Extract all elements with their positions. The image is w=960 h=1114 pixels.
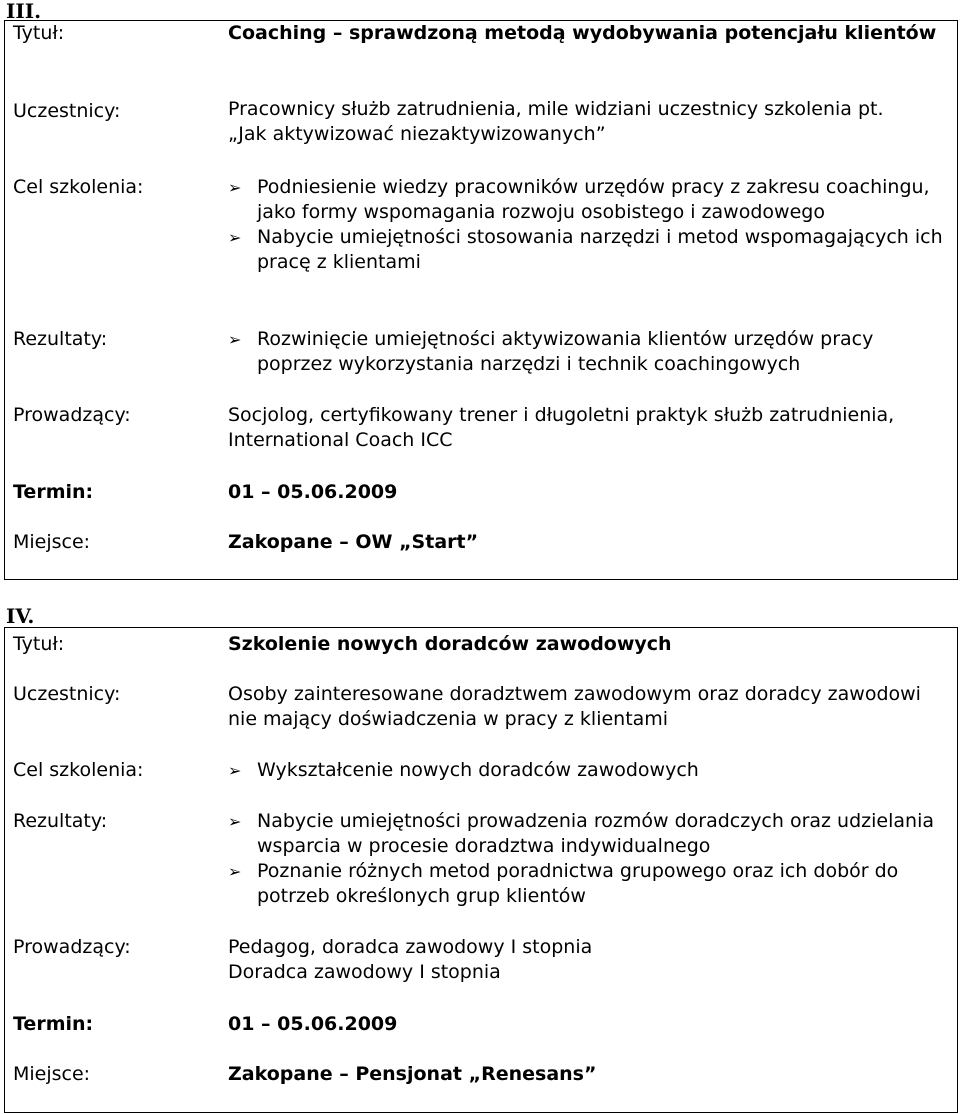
goal-label: Cel szkolenia: xyxy=(13,176,144,198)
list-item xyxy=(228,327,951,377)
training-card xyxy=(4,627,958,1113)
results-list xyxy=(228,327,951,377)
results-label: Rezultaty: xyxy=(13,328,108,350)
trainer-label: Prowadzący: xyxy=(13,404,131,426)
goal-list xyxy=(228,758,951,783)
list-item xyxy=(228,175,951,225)
results-list xyxy=(228,809,951,909)
trainer-line: Socjolog, certyfikowany trener i długoletni praktyk służb zatrudnienia, International Coach ICC xyxy=(228,404,895,451)
date-label: Termin: xyxy=(13,481,94,503)
participants-label: Uczestnicy: xyxy=(13,100,121,122)
section-number: IV. xyxy=(6,604,35,628)
participants-line: Osoby zainteresowane doradztwem zawodowym oraz doradcy zawodowi nie mający doświadczenia w pracy z klientami xyxy=(228,683,921,730)
participants-label: Uczestnicy: xyxy=(13,683,121,705)
place-value: Zakopane – Pensjonat „Renesans” xyxy=(228,1063,597,1085)
trainer-line: Pedagog, doradca zawodowy I stopnia xyxy=(228,936,593,958)
title-label: Tytuł: xyxy=(13,633,65,655)
trainer-value xyxy=(228,935,951,985)
list-item xyxy=(228,809,951,859)
trainer-label: Prowadzący: xyxy=(13,936,131,958)
goal-text: Nabycie umiejętności stosowania narzędzi i metod wspomagających ich pracę z klientami xyxy=(257,226,943,273)
place-label: Miejsce: xyxy=(13,531,91,553)
arrowhead-bullet-icon: ➢ xyxy=(228,228,242,247)
list-item xyxy=(228,225,951,275)
date-value: 01 – 05.06.2009 xyxy=(228,1013,398,1035)
goal-label: Cel szkolenia: xyxy=(13,759,144,781)
list-item xyxy=(228,758,951,783)
arrowhead-bullet-icon: ➢ xyxy=(228,330,242,349)
date-value: 01 – 05.06.2009 xyxy=(228,481,398,503)
result-text: Rozwinięcie umiejętności aktywizowania klientów urzędów pracy poprzez wykorzystania narzędzi i technik coachingowych xyxy=(257,328,874,375)
trainer-line: Doradca zawodowy I stopnia xyxy=(228,961,501,983)
list-item xyxy=(228,859,951,909)
participants-value xyxy=(228,682,951,732)
goal-list xyxy=(228,175,951,275)
place-value: Zakopane – OW „Start” xyxy=(228,531,479,553)
participants-value xyxy=(228,97,951,147)
result-text: Nabycie umiejętności prowadzenia rozmów doradczych oraz udzielania wsparcia w procesie doradztwa indywidualnego xyxy=(257,810,934,857)
arrowhead-bullet-icon: ➢ xyxy=(228,862,242,881)
result-text: Poznanie różnych metod poradnictwa grupowego oraz ich dobór do potrzeb określonych grup klientów xyxy=(257,860,899,907)
section-number: III. xyxy=(6,0,42,23)
results-label: Rezultaty: xyxy=(13,810,108,832)
arrowhead-bullet-icon: ➢ xyxy=(228,761,242,780)
training-title: Szkolenie nowych doradców zawodowych xyxy=(228,633,672,655)
trainer-value xyxy=(228,403,951,453)
date-label: Termin: xyxy=(13,1013,94,1035)
title-label: Tytuł: xyxy=(13,22,65,44)
arrowhead-bullet-icon: ➢ xyxy=(228,178,242,197)
place-label: Miejsce: xyxy=(13,1063,91,1085)
training-title: Coaching – sprawdzoną metodą wydobywania potencjału klientów xyxy=(228,22,937,44)
participants-line: Pracownicy służb zatrudnienia, mile widziani uczestnicy szkolenia pt. xyxy=(228,98,884,120)
goal-text: Podniesienie wiedzy pracowników urzędów pracy z zakresu coachingu, jako formy wspomagania rozwoju osobistego i zawodowego xyxy=(257,176,930,223)
training-card xyxy=(4,20,958,580)
arrowhead-bullet-icon: ➢ xyxy=(228,812,242,831)
goal-text: Wykształcenie nowych doradców zawodowych xyxy=(257,759,699,781)
participants-line: „Jak aktywizować niezaktywizowanych” xyxy=(228,123,606,145)
